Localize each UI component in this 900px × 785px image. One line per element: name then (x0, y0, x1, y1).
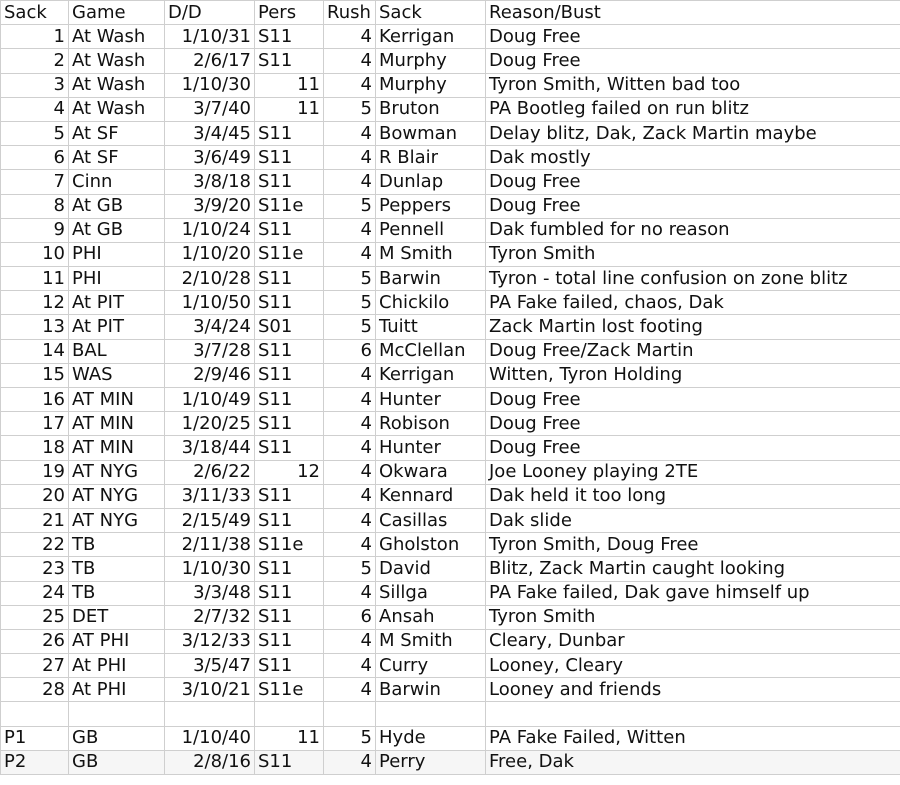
cell-rush[interactable] (324, 702, 376, 726)
cell-game[interactable]: At SF (69, 121, 165, 145)
cell-personnel[interactable]: S11 (255, 25, 324, 49)
cell-reason[interactable]: Witten, Tyron Holding (486, 363, 900, 387)
cell-reason[interactable]: Zack Martin lost footing (486, 315, 900, 339)
cell-rush[interactable]: 4 (324, 25, 376, 49)
cell-personnel[interactable]: S11e (255, 194, 324, 218)
cell-reason[interactable]: Cleary, Dunbar (486, 629, 900, 653)
cell-sack-number[interactable]: P2 (1, 750, 69, 774)
cell-game[interactable]: At Wash (69, 97, 165, 121)
cell-sack-number[interactable]: 24 (1, 581, 69, 605)
cell-reason[interactable]: PA Fake Failed, Witten (486, 726, 900, 750)
cell-personnel[interactable]: S11 (255, 363, 324, 387)
cell-personnel[interactable]: 11 (255, 726, 324, 750)
cell-game[interactable]: AT MIN (69, 436, 165, 460)
cell-game[interactable]: TB (69, 581, 165, 605)
cell-rush[interactable]: 4 (324, 49, 376, 73)
table-row (1, 218, 900, 242)
cell-game[interactable]: At Wash (69, 25, 165, 49)
cell-down-distance[interactable]: 3/9/20 (165, 194, 255, 218)
cell-sack-number[interactable]: 9 (1, 218, 69, 242)
cell-rush[interactable]: 4 (324, 654, 376, 678)
cell-game[interactable]: AT MIN (69, 388, 165, 412)
cell-game[interactable]: AT NYG (69, 484, 165, 508)
cell-sack-number[interactable]: 17 (1, 412, 69, 436)
cell-game[interactable]: At SF (69, 146, 165, 170)
cell-sack-number[interactable]: 4 (1, 97, 69, 121)
header-row (1, 1, 900, 25)
cell-sacked-by[interactable]: McClellan (376, 339, 486, 363)
cell-reason[interactable]: Dak mostly (486, 146, 900, 170)
cell-personnel[interactable]: S11 (255, 121, 324, 145)
table-row (1, 363, 900, 387)
cell-rush[interactable]: 4 (324, 218, 376, 242)
cell-sacked-by[interactable]: Sillga (376, 581, 486, 605)
table-row (1, 315, 900, 339)
cell-sack-number[interactable]: 22 (1, 533, 69, 557)
cell-reason[interactable]: PA Fake failed, Dak gave himself up (486, 581, 900, 605)
cell-personnel[interactable]: S11 (255, 291, 324, 315)
cell-game[interactable] (69, 702, 165, 726)
cell-game[interactable]: AT MIN (69, 412, 165, 436)
cell-sacked-by[interactable]: Barwin (376, 267, 486, 291)
cell-personnel[interactable]: S11 (255, 436, 324, 460)
cell-sack-number[interactable]: 25 (1, 605, 69, 629)
cell-sacked-by[interactable]: Peppers (376, 194, 486, 218)
cell-rush[interactable]: 4 (324, 508, 376, 532)
cell-down-distance[interactable]: 1/10/50 (165, 291, 255, 315)
cell-reason[interactable]: Looney, Cleary (486, 654, 900, 678)
cell-down-distance[interactable]: 1/10/30 (165, 73, 255, 97)
cell-rush[interactable]: 4 (324, 750, 376, 774)
cell-reason[interactable]: PA Bootleg failed on run blitz (486, 97, 900, 121)
cell-sack-number[interactable]: 16 (1, 388, 69, 412)
cell-rush[interactable]: 4 (324, 388, 376, 412)
cell-game[interactable]: TB (69, 533, 165, 557)
cell-game[interactable]: DET (69, 605, 165, 629)
cell-rush[interactable]: 4 (324, 581, 376, 605)
table-row (1, 388, 900, 412)
cell-sacked-by[interactable]: Hunter (376, 388, 486, 412)
cell-personnel[interactable]: S11 (255, 170, 324, 194)
cell-down-distance[interactable]: 3/6/49 (165, 146, 255, 170)
cell-personnel[interactable]: S11 (255, 146, 324, 170)
cell-reason[interactable]: PA Fake failed, chaos, Dak (486, 291, 900, 315)
cell-rush[interactable]: 5 (324, 267, 376, 291)
table-row (1, 654, 900, 678)
cell-down-distance[interactable]: 3/10/21 (165, 678, 255, 702)
table-row (1, 194, 900, 218)
table-row (1, 121, 900, 145)
cell-sack-number[interactable]: 8 (1, 194, 69, 218)
cell-sacked-by[interactable]: Kerrigan (376, 363, 486, 387)
cell-game[interactable]: AT NYG (69, 460, 165, 484)
cell-game[interactable]: PHI (69, 267, 165, 291)
cell-rush[interactable]: 4 (324, 121, 376, 145)
cell-sack-number[interactable]: 26 (1, 629, 69, 653)
cell-reason[interactable]: Tyron Smith, Witten bad too (486, 73, 900, 97)
cell-sack-number[interactable]: 19 (1, 460, 69, 484)
cell-game[interactable]: WAS (69, 363, 165, 387)
cell-down-distance[interactable]: 1/10/24 (165, 218, 255, 242)
cell-game[interactable]: Cinn (69, 170, 165, 194)
table-row (1, 267, 900, 291)
cell-sack-number[interactable]: 14 (1, 339, 69, 363)
cell-sack-number[interactable]: 12 (1, 291, 69, 315)
header-down-distance[interactable]: D/D (165, 1, 255, 25)
cell-personnel[interactable]: 11 (255, 97, 324, 121)
cell-down-distance[interactable]: 3/11/33 (165, 484, 255, 508)
cell-sacked-by[interactable]: M Smith (376, 242, 486, 266)
cell-reason[interactable]: Blitz, Zack Martin caught looking (486, 557, 900, 581)
blank-row (1, 702, 900, 726)
cell-sacked-by[interactable]: Curry (376, 654, 486, 678)
cell-sacked-by[interactable]: Dunlap (376, 170, 486, 194)
header-personnel[interactable]: Pers (255, 1, 324, 25)
cell-reason[interactable]: Free, Dak (486, 750, 900, 774)
cell-sack-number[interactable]: 6 (1, 146, 69, 170)
cell-down-distance[interactable]: 2/15/49 (165, 508, 255, 532)
header-sack-number[interactable]: Sack (1, 1, 69, 25)
header-sacked-by[interactable]: Sack (376, 1, 486, 25)
cell-sacked-by[interactable]: Gholston (376, 533, 486, 557)
cell-reason[interactable]: Tyron Smith, Doug Free (486, 533, 900, 557)
cell-sack-number[interactable]: 5 (1, 121, 69, 145)
table-row (1, 25, 900, 49)
table-row (1, 460, 900, 484)
cell-personnel[interactable]: S11 (255, 750, 324, 774)
cell-reason[interactable]: Dak slide (486, 508, 900, 532)
cell-personnel[interactable]: S01 (255, 315, 324, 339)
cell-sacked-by[interactable]: Okwara (376, 460, 486, 484)
cell-sacked-by[interactable]: Perry (376, 750, 486, 774)
cell-rush[interactable]: 5 (324, 291, 376, 315)
table-row (1, 678, 900, 702)
cell-down-distance[interactable]: 3/4/24 (165, 315, 255, 339)
cell-personnel[interactable]: S11 (255, 508, 324, 532)
cell-reason[interactable]: Doug Free (486, 25, 900, 49)
cell-sack-number[interactable]: 21 (1, 508, 69, 532)
cell-reason[interactable]: Doug Free/Zack Martin (486, 339, 900, 363)
table-row (1, 436, 900, 460)
cell-reason[interactable]: Tyron - total line confusion on zone blitz (486, 267, 900, 291)
cell-sacked-by[interactable]: R Blair (376, 146, 486, 170)
cell-sack-number[interactable]: 7 (1, 170, 69, 194)
cell-down-distance[interactable]: 3/4/45 (165, 121, 255, 145)
cell-down-distance[interactable]: 3/3/48 (165, 581, 255, 605)
cell-sacked-by[interactable]: Barwin (376, 678, 486, 702)
cell-reason[interactable]: Doug Free (486, 194, 900, 218)
cell-personnel[interactable]: S11 (255, 339, 324, 363)
cell-rush[interactable]: 4 (324, 484, 376, 508)
cell-rush[interactable]: 6 (324, 339, 376, 363)
cell-rush[interactable]: 5 (324, 97, 376, 121)
cell-reason[interactable]: Tyron Smith (486, 605, 900, 629)
cell-rush[interactable]: 5 (324, 557, 376, 581)
table-row (1, 170, 900, 194)
cell-rush[interactable]: 4 (324, 73, 376, 97)
cell-rush[interactable]: 4 (324, 146, 376, 170)
cell-rush[interactable]: 4 (324, 170, 376, 194)
cell-personnel[interactable]: S11 (255, 654, 324, 678)
cell-reason[interactable]: Joe Looney playing 2TE (486, 460, 900, 484)
cell-sacked-by[interactable]: Bowman (376, 121, 486, 145)
cell-personnel[interactable]: S11 (255, 412, 324, 436)
cell-down-distance[interactable]: 2/11/38 (165, 533, 255, 557)
table-row (1, 750, 900, 774)
cell-personnel[interactable]: S11 (255, 605, 324, 629)
cell-personnel[interactable]: S11 (255, 557, 324, 581)
table-row (1, 726, 900, 750)
cell-personnel[interactable]: S11 (255, 218, 324, 242)
cell-sacked-by[interactable]: Pennell (376, 218, 486, 242)
cell-sacked-by[interactable]: Ansah (376, 605, 486, 629)
cell-rush[interactable]: 4 (324, 242, 376, 266)
cell-reason[interactable]: Looney and friends (486, 678, 900, 702)
cell-down-distance[interactable]: 2/10/28 (165, 267, 255, 291)
cell-game[interactable]: PHI (69, 242, 165, 266)
cell-rush[interactable]: 4 (324, 629, 376, 653)
cell-down-distance[interactable]: 3/18/44 (165, 436, 255, 460)
cell-rush[interactable]: 5 (324, 315, 376, 339)
cell-sacked-by[interactable]: Robison (376, 412, 486, 436)
cell-sacked-by[interactable]: Tuitt (376, 315, 486, 339)
header-rush[interactable]: Rush (324, 1, 376, 25)
cell-sack-number[interactable]: 11 (1, 267, 69, 291)
cell-reason[interactable]: Dak fumbled for no reason (486, 218, 900, 242)
cell-reason[interactable]: Doug Free (486, 388, 900, 412)
cell-reason[interactable]: Tyron Smith (486, 242, 900, 266)
cell-game[interactable]: BAL (69, 339, 165, 363)
cell-rush[interactable]: 4 (324, 363, 376, 387)
table-row (1, 73, 900, 97)
cell-reason[interactable]: Doug Free (486, 49, 900, 73)
cell-personnel[interactable] (255, 702, 324, 726)
cell-sack-number[interactable]: 28 (1, 678, 69, 702)
cell-sacked-by[interactable]: Hunter (376, 436, 486, 460)
cell-down-distance[interactable]: 3/7/40 (165, 97, 255, 121)
cell-game[interactable]: AT PHI (69, 629, 165, 653)
cell-reason[interactable]: Doug Free (486, 170, 900, 194)
table-row (1, 581, 900, 605)
table-row (1, 557, 900, 581)
cell-rush[interactable]: 4 (324, 678, 376, 702)
cell-down-distance[interactable]: 3/5/47 (165, 654, 255, 678)
cell-sacked-by[interactable]: M Smith (376, 629, 486, 653)
table-row (1, 412, 900, 436)
table-row (1, 242, 900, 266)
cell-down-distance[interactable]: 1/10/30 (165, 557, 255, 581)
cell-rush[interactable]: 6 (324, 605, 376, 629)
cell-personnel[interactable]: S11 (255, 581, 324, 605)
table-row (1, 605, 900, 629)
cell-personnel[interactable]: S11e (255, 533, 324, 557)
cell-sack-number[interactable]: 18 (1, 436, 69, 460)
cell-sacked-by[interactable]: Kennard (376, 484, 486, 508)
cell-rush[interactable]: 4 (324, 460, 376, 484)
table-row (1, 339, 900, 363)
cell-sacked-by[interactable]: Hyde (376, 726, 486, 750)
cell-game[interactable]: GB (69, 750, 165, 774)
cell-personnel[interactable]: S11e (255, 678, 324, 702)
cell-personnel[interactable]: S11e (255, 242, 324, 266)
cell-game[interactable]: AT NYG (69, 508, 165, 532)
cell-sacked-by[interactable]: Casillas (376, 508, 486, 532)
header-reason[interactable]: Reason/Bust (486, 1, 900, 25)
cell-sack-number[interactable]: 20 (1, 484, 69, 508)
cell-game[interactable]: GB (69, 726, 165, 750)
cell-down-distance[interactable]: 1/10/20 (165, 242, 255, 266)
cell-game[interactable]: At PIT (69, 315, 165, 339)
cell-personnel[interactable]: S11 (255, 484, 324, 508)
table-row (1, 508, 900, 532)
cell-rush[interactable]: 5 (324, 194, 376, 218)
cell-down-distance[interactable]: 2/7/32 (165, 605, 255, 629)
cell-personnel[interactable]: S11 (255, 267, 324, 291)
cell-reason[interactable]: Dak held it too long (486, 484, 900, 508)
cell-down-distance[interactable]: 1/20/25 (165, 412, 255, 436)
cell-sack-number[interactable]: 2 (1, 49, 69, 73)
cell-sacked-by[interactable]: Kerrigan (376, 25, 486, 49)
cell-down-distance[interactable] (165, 702, 255, 726)
cell-rush[interactable]: 4 (324, 436, 376, 460)
cell-sack-number[interactable]: 13 (1, 315, 69, 339)
cell-down-distance[interactable]: 2/9/46 (165, 363, 255, 387)
cell-down-distance[interactable]: 3/7/28 (165, 339, 255, 363)
cell-sack-number[interactable]: 1 (1, 25, 69, 49)
cell-sacked-by[interactable]: Murphy (376, 49, 486, 73)
cell-game[interactable]: At GB (69, 218, 165, 242)
cell-game[interactable]: At Wash (69, 49, 165, 73)
cell-rush[interactable]: 4 (324, 533, 376, 557)
cell-sack-number[interactable]: P1 (1, 726, 69, 750)
cell-down-distance[interactable]: 2/6/17 (165, 49, 255, 73)
cell-down-distance[interactable]: 1/10/40 (165, 726, 255, 750)
cell-game[interactable]: At GB (69, 194, 165, 218)
table-row (1, 49, 900, 73)
table-row (1, 146, 900, 170)
cell-sacked-by[interactable]: Murphy (376, 73, 486, 97)
cell-down-distance[interactable]: 1/10/31 (165, 25, 255, 49)
cell-sack-number[interactable]: 15 (1, 363, 69, 387)
cell-sacked-by[interactable]: Bruton (376, 97, 486, 121)
table-row (1, 484, 900, 508)
cell-reason[interactable]: Delay blitz, Dak, Zack Martin maybe (486, 121, 900, 145)
table-row (1, 97, 900, 121)
cell-reason[interactable]: Doug Free (486, 412, 900, 436)
cell-down-distance[interactable]: 3/12/33 (165, 629, 255, 653)
cell-down-distance[interactable]: 3/8/18 (165, 170, 255, 194)
cell-sack-number[interactable]: 10 (1, 242, 69, 266)
cell-reason[interactable] (486, 702, 900, 726)
cell-personnel[interactable]: 11 (255, 73, 324, 97)
table-row (1, 629, 900, 653)
table-body (1, 25, 900, 775)
cell-game[interactable]: TB (69, 557, 165, 581)
cell-game[interactable]: At PHI (69, 678, 165, 702)
header-game[interactable]: Game (69, 1, 165, 25)
cell-reason[interactable]: Doug Free (486, 436, 900, 460)
cell-down-distance[interactable]: 2/6/22 (165, 460, 255, 484)
cell-sack-number[interactable]: 23 (1, 557, 69, 581)
table-row (1, 291, 900, 315)
cell-down-distance[interactable]: 1/10/49 (165, 388, 255, 412)
cell-sack-number[interactable]: 27 (1, 654, 69, 678)
table-row (1, 533, 900, 557)
cell-sacked-by[interactable] (376, 702, 486, 726)
cell-game[interactable]: At Wash (69, 73, 165, 97)
cell-game[interactable]: At PIT (69, 291, 165, 315)
cell-game[interactable]: At PHI (69, 654, 165, 678)
cell-rush[interactable]: 5 (324, 726, 376, 750)
cell-sacked-by[interactable]: David (376, 557, 486, 581)
cell-sack-number[interactable]: 3 (1, 73, 69, 97)
cell-personnel[interactable]: S11 (255, 49, 324, 73)
cell-down-distance[interactable]: 2/8/16 (165, 750, 255, 774)
cell-sacked-by[interactable]: Chickilo (376, 291, 486, 315)
cell-rush[interactable]: 4 (324, 412, 376, 436)
cell-personnel[interactable]: S11 (255, 629, 324, 653)
cell-personnel[interactable]: S11 (255, 388, 324, 412)
cell-personnel[interactable]: 12 (255, 460, 324, 484)
cell-sack-number[interactable] (1, 702, 69, 726)
